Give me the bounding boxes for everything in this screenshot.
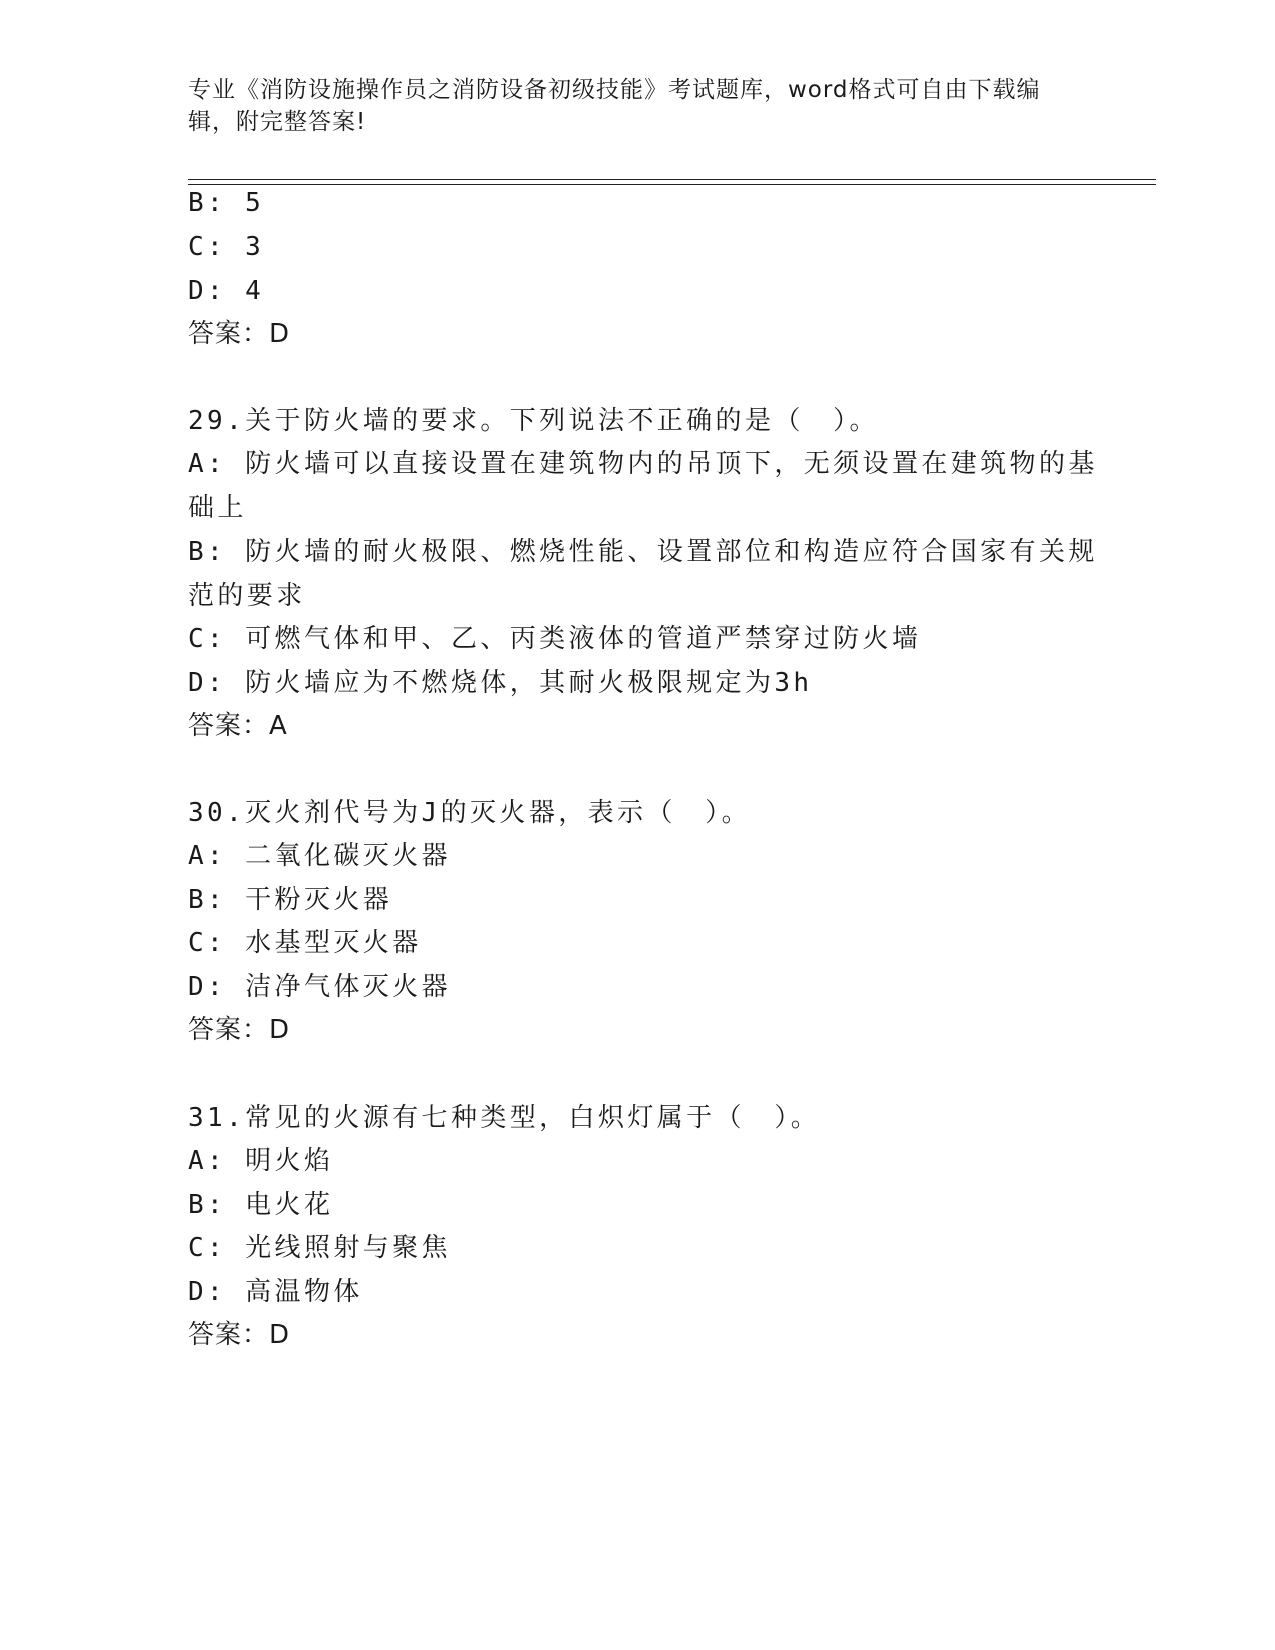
option-a-continued: 础上 bbox=[188, 493, 247, 523]
header-rule-bottom bbox=[188, 184, 1156, 185]
question-stem: 30.灭火剂代号为J的灭火器，表示（ ）。 bbox=[188, 798, 752, 828]
option-b: B: 干粉灭火器 bbox=[188, 885, 393, 915]
option-b: B: 电火花 bbox=[188, 1190, 334, 1220]
header-rule-top bbox=[188, 179, 1156, 180]
option-b: B: 防火墙的耐火极限、燃烧性能、设置部位和构造应符合国家有关规 bbox=[188, 537, 1098, 567]
option-c: C: 可燃气体和甲、乙、丙类液体的管道严禁穿过防火墙 bbox=[188, 624, 922, 654]
question-stem: 29.关于防火墙的要求。下列说法不正确的是（ ）。 bbox=[188, 406, 879, 436]
document-header: 专业《消防设施操作员之消防设备初级技能》考试题库，word格式可自由下载编辑，附完整答案! bbox=[188, 77, 1041, 135]
option-a: A: 防火墙可以直接设置在建筑物内的吊顶下，无须设置在建筑物的基 bbox=[188, 449, 1098, 479]
option-a: A: 二氧化碳灭火器 bbox=[188, 841, 451, 871]
question-stem: 31.常见的火源有七种类型，白炽灯属于（ ）。 bbox=[188, 1103, 821, 1133]
option-d: D: 洁净气体灭火器 bbox=[188, 972, 451, 1002]
option-c: C: 光线照射与聚焦 bbox=[188, 1233, 451, 1263]
option-b: B: 5 bbox=[188, 188, 265, 218]
answer-line: 答案：D bbox=[188, 1320, 291, 1350]
option-b-continued: 范的要求 bbox=[188, 581, 306, 611]
option-d: D: 4 bbox=[188, 276, 265, 306]
option-d: D: 高温物体 bbox=[188, 1277, 363, 1307]
option-a: A: 明火焰 bbox=[188, 1146, 334, 1176]
option-c: C: 水基型灭火器 bbox=[188, 928, 422, 958]
option-c: C: 3 bbox=[188, 232, 265, 262]
answer-line: 答案：A bbox=[188, 711, 288, 741]
option-d: D: 防火墙应为不燃烧体，其耐火极限规定为3h bbox=[188, 668, 813, 698]
answer-line: 答案：D bbox=[188, 1015, 291, 1045]
answer-line: 答案：D bbox=[188, 319, 291, 349]
